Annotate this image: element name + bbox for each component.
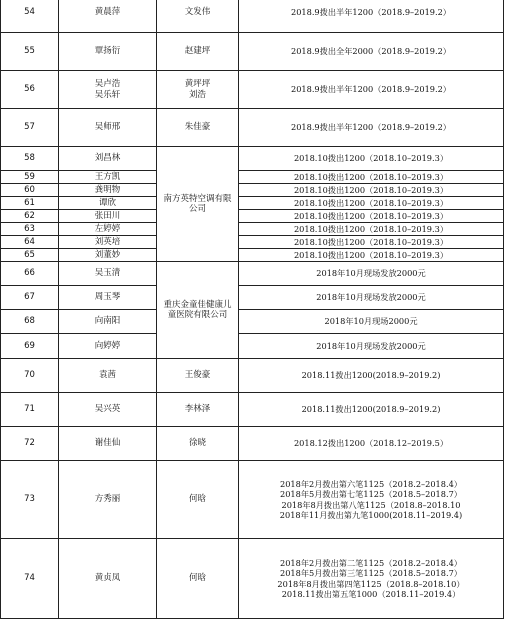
payment-note-line: 2018年2月拨出第二笔1125（2018.2–2018.4）: [280, 557, 462, 568]
row-number: 58: [1, 147, 59, 171]
payment-note-line: 2018年2月拨出第六笔1125（2018.2–2018.4）: [280, 478, 462, 489]
payment-note: 2018.9拨出半年1200（2018.9–2019.2）: [239, 71, 504, 109]
row-number: 59: [1, 171, 59, 184]
sponsor-name: 王俊豪: [157, 359, 239, 393]
table-row: [1, 210, 504, 223]
row-number: 60: [1, 184, 59, 197]
table-row: [1, 223, 504, 236]
row-number: 73: [1, 461, 59, 539]
row-number: 69: [1, 334, 59, 359]
student-name: 黄晨萍: [59, 0, 157, 33]
row-number: 62: [1, 210, 59, 223]
student-name: [59, 71, 157, 109]
payment-note: [239, 539, 504, 619]
payment-note: 2018.10拨出1200（2018.10–2019.3）: [239, 236, 504, 249]
student-name-line: 吴乐轩: [94, 89, 121, 100]
row-number: 67: [1, 286, 59, 310]
student-name: 刘董妙: [59, 249, 157, 262]
student-name: 吴玉清: [59, 262, 157, 286]
table-row: [1, 109, 504, 147]
row-number: 74: [1, 539, 59, 619]
table-row: [1, 197, 504, 210]
sponsor-name-line: 黄坪坪: [184, 79, 211, 89]
payment-note: 2018年10月现场2000元: [239, 310, 504, 334]
table-row: [1, 359, 504, 393]
payment-note: 2018.10拨出1200（2018.10–2019.3）: [239, 210, 504, 223]
student-name: 吴兴英: [59, 393, 157, 427]
sponsor-name: 李林泽: [157, 393, 239, 427]
sponsor-name: [157, 71, 239, 109]
student-name: 方秀丽: [59, 461, 157, 539]
table-row: [1, 71, 504, 109]
row-number: 56: [1, 71, 59, 109]
table-row: [1, 310, 504, 334]
row-number: 55: [1, 33, 59, 71]
payment-note: 2018.11拨出1200(2018.9–2019.2): [239, 393, 504, 427]
payment-note: 2018.9拨出全年2000（2018.9–2019.2）: [239, 33, 504, 71]
payment-note-line: 2018年8月拨出第四笔1125（2018.8–2018.10）: [277, 578, 465, 589]
sponsor-name: 徐晓: [157, 427, 239, 461]
sponsor-name: 赵建坪: [157, 33, 239, 71]
row-number: 68: [1, 310, 59, 334]
student-name-line: 吴卢浩: [94, 79, 121, 89]
payment-note: 2018年10月现场发放2000元: [239, 286, 504, 310]
payment-note: [239, 461, 504, 539]
payment-note-line: 2018年5月拨出第三笔1125（2018.5–2018.7）: [280, 568, 462, 578]
payment-note: 2018.10拨出1200（2018.10–2019.3）: [239, 171, 504, 184]
payment-note: 2018.11拨出1200(2018.9–2019.2): [239, 359, 504, 393]
sponsor-company: 重庆金童佳健康儿童医院有限公司: [157, 262, 239, 359]
sponsor-name-line: 刘浩: [188, 89, 206, 100]
row-number: 57: [1, 109, 59, 147]
student-name: 向婷婷: [59, 334, 157, 359]
payment-note-line: 2018.11拨出第五笔1000（2018.11–2019.4）: [281, 589, 461, 599]
student-name: 覃扬衍: [59, 33, 157, 71]
table-row: [1, 184, 504, 197]
payment-note: 2018.10拨出1200（2018.10–2019.3）: [239, 223, 504, 236]
student-name: 刘昌林: [59, 147, 157, 171]
sponsor-name: 何晗: [157, 539, 239, 619]
table-row: [1, 461, 504, 539]
student-name: 向南阳: [59, 310, 157, 334]
student-name: 刘英培: [59, 236, 157, 249]
sponsor-name: 文发伟: [157, 0, 239, 33]
table-row: [1, 427, 504, 461]
sponsor-name: 何晗: [157, 461, 239, 539]
student-name: 谢佳仙: [59, 427, 157, 461]
row-number: 70: [1, 359, 59, 393]
payment-note: 2018.12拨出1200（2018.12–2019.5）: [239, 427, 504, 461]
table-row: [1, 171, 504, 184]
row-number: 54: [1, 0, 59, 33]
payment-note: 2018.9拨出半年1200（2018.9–2019.2）: [239, 0, 504, 33]
payment-note: 2018.10拨出1200（2018.10–2019.3）: [239, 249, 504, 262]
payment-note: 2018年10月现场发放2000元: [239, 334, 504, 359]
table-row: [1, 236, 504, 249]
row-number: 66: [1, 262, 59, 286]
row-number: 61: [1, 197, 59, 210]
table-row: [1, 286, 504, 310]
student-name: 左婷婷: [59, 223, 157, 236]
student-name: 谭欣: [59, 197, 157, 210]
student-name: 王方凯: [59, 171, 157, 184]
row-number: 63: [1, 223, 59, 236]
student-name: 周玉琴: [59, 286, 157, 310]
row-number: 64: [1, 236, 59, 249]
payment-note: 2018.10拨出1200（2018.10–2019.3）: [239, 147, 504, 171]
payment-note-line: 2018年8月拨出第八笔1125（2018.8–2018.10: [281, 499, 461, 510]
student-name: 龚明物: [59, 184, 157, 197]
row-number: 65: [1, 249, 59, 262]
table-row: [1, 539, 504, 619]
payment-note: 2018.9拨出半年1200（2018.9–2019.2）: [239, 109, 504, 147]
student-name: 黄贞凤: [59, 539, 157, 619]
table-row: [1, 249, 504, 262]
table-row: [1, 393, 504, 427]
table-row: [1, 33, 504, 71]
table-row: [1, 262, 504, 286]
payment-note: 2018.10拨出1200（2018.10–2019.3）: [239, 197, 504, 210]
sponsor-name: 朱佳豪: [157, 109, 239, 147]
table-row: [1, 0, 504, 33]
table-row: [1, 147, 504, 171]
payment-note-line: 2018年5月拨出第七笔1125（2018.5–2018.7）: [280, 489, 462, 499]
student-name: 张田川: [59, 210, 157, 223]
student-name: 袁茜: [59, 359, 157, 393]
sponsor-company: 南方英特空调有限公司: [157, 147, 239, 262]
student-name: 吴师邢: [59, 109, 157, 147]
payment-note-line: 2018年11月拨出第九笔1000(2018.11–2019.4): [279, 510, 463, 520]
row-number: 72: [1, 427, 59, 461]
payment-note: 2018年10月现场发放2000元: [239, 262, 504, 286]
row-number: 71: [1, 393, 59, 427]
payment-note: 2018.10拨出1200（2018.10–2019.3）: [239, 184, 504, 197]
table-row: [1, 334, 504, 359]
